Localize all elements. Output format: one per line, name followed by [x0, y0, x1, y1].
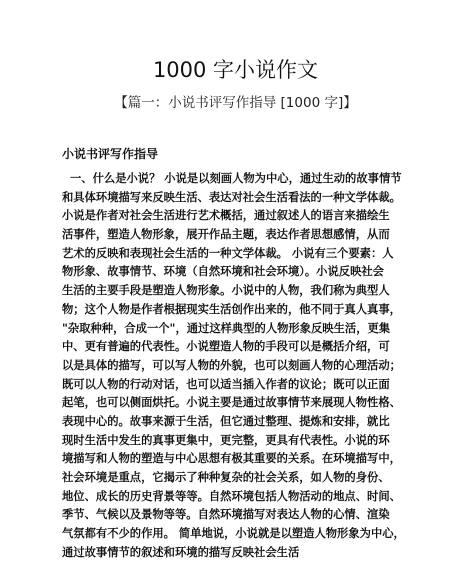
body-line: 艺术的反映和表现社会生活的一种文学体裁。 小说有三个要素：人: [62, 246, 394, 260]
body-line: 表现中心的。故事来源于生活，但它通过整理、提炼和安排，就比: [62, 414, 390, 428]
section-heading: 小说书评写作指导: [62, 147, 159, 161]
body-line: 通过故事情节的叙述和环境的描写反映社会生活: [62, 545, 300, 559]
body-text: [62, 170, 462, 562]
body-line: 起笔，也可以侧面烘托。小说主要是通过故事情节来展现人物性格、: [62, 396, 401, 410]
body-line: 地位、成长的历史背景等等。自然环境包括人物活动的地点、时间、: [62, 489, 401, 503]
body-line: 中、更有普遍的代表性。小说塑造人物的手段可以是概括介绍，可: [62, 340, 390, 354]
body-line: "杂取种种，合成一个"，通过这样典型的人物形象反映生活，更集: [62, 321, 391, 335]
body-line: 小说是作者对社会生活进行艺术概括，通过叙述人的语言来描绘生: [62, 209, 390, 223]
body-line: 现时生活中发生的真事更集中，更完整，更具有代表性。小说的环: [62, 433, 390, 447]
body-line: 活事件，塑造人物形象，展开作品主题，表达作者思想感情，从而: [62, 228, 390, 242]
body-line: 以是具体的描写，可以写人物的外貌，也可以刻画人物的心理活动；: [62, 358, 401, 372]
body-line: 气氛都有不少的作用。 简单地说，小说就是以塑造人物形象为中心，: [62, 527, 405, 541]
body-line: 社会环境是重点，它揭示了种种复杂的社会关系，如人物的身份、: [62, 471, 390, 484]
body-line: 既可以人物的行动对话，也可以适当插入作者的议论；既可以正面: [62, 377, 390, 391]
body-line: 物形象、故事情节、环境（自然环境和社会环境）。小说反映社会: [62, 265, 384, 279]
body-line: 和具体环境描写来反映生活、表达对社会生活看法的一种文学体裁。: [62, 190, 401, 204]
body-line: 境描写和人物的塑造与中心思想有极其重要的关系。在环境描写中，: [62, 452, 401, 466]
body-line: 生活的主要手段是塑造人物形象。小说中的人物，我们称为典型人: [62, 284, 390, 298]
document-title: 1000 字小说作文: [152, 58, 319, 82]
body-line: 物；这个人物是作者根据现实生活创作出来的，他不同于真人真事，: [62, 302, 401, 316]
document-subtitle: 【篇一：小说书评写作指导 [1000 字]】: [114, 95, 357, 111]
body-line: 一、什么是小说？ 小说是以刻画人物为中心，通过生动的故事情节: [70, 172, 402, 185]
body-line: 季节、气候以及景物等等。自然环境描写对表达人物的心情、渲染: [62, 508, 390, 522]
